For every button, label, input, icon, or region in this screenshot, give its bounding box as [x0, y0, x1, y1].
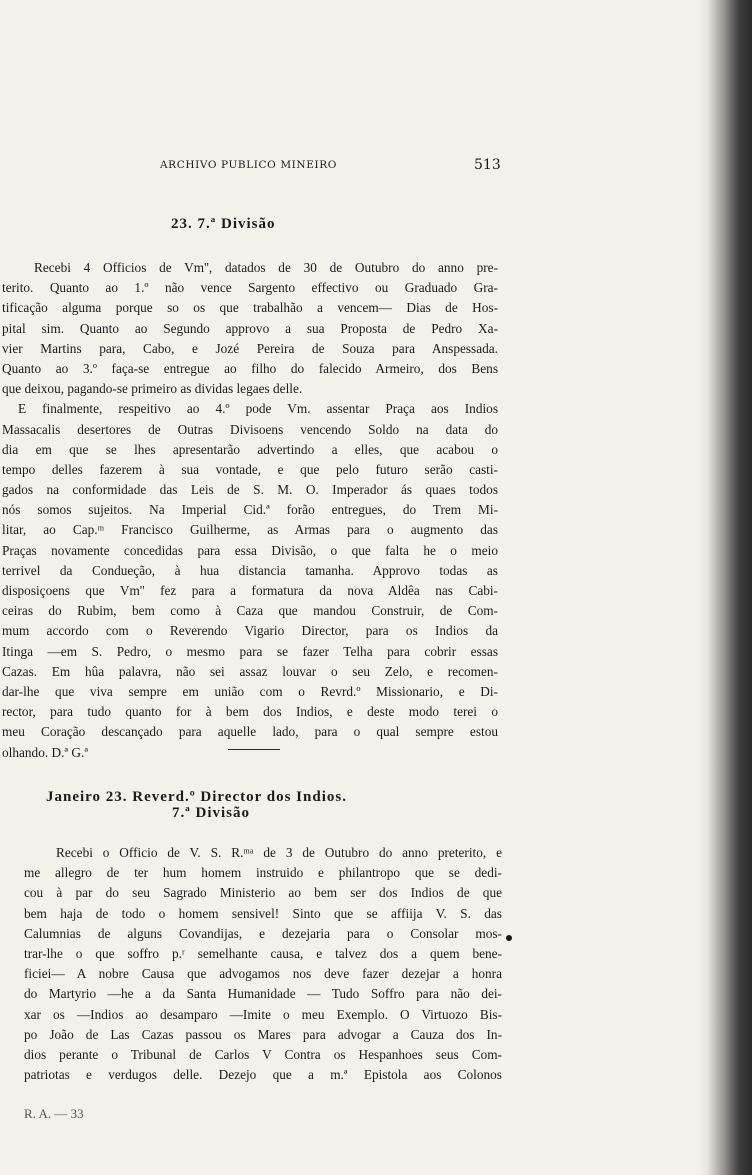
body-line: Recebi 4 Officios de Vm'', datados de 30 de Outubro do anno pre- [34, 260, 498, 275]
body-line: tempo delles fazerem à sua vontade, e que pelo futuro serão casti- [2, 461, 498, 477]
body-line: tificação alguma porque so os que trabalhão a vencem— Dias de Hos- [2, 300, 498, 316]
section2-subheading: 7.ª Divisão [172, 805, 251, 821]
section-divider [228, 749, 280, 750]
body-line: rector, para tudo quanto for à bem dos Indios, e deste modo terei o [2, 704, 498, 720]
body-line: xar os —Indios ao desamparo —Imite o meu Exemplo. O Virtuozo Bis- [24, 1006, 502, 1022]
body-line: dar-lhe que viva sempre em união com o Revrd.º Missionario, e Di- [2, 683, 498, 699]
body-line: Itinga —em S. Pedro, o mesmo para se fazer Telha para cobrir essas [2, 643, 498, 659]
body-line: ceiras do Rubim, bem como à Caza que mandou Construir, de Com- [2, 603, 498, 619]
body-line: trar-lhe o que soffro p.ʳ semelhante causa, e talvez dos a quem bene- [24, 945, 502, 961]
body-line: Quanto ao 3.º faça-se entregue ao filho do falecido Armeiro, dos Bens [2, 360, 498, 376]
body-line: vier Martins para, Cabo, e Jozé Pereira de Souza para Anspessada. [2, 340, 498, 356]
body-line: litar, ao Cap.ᵐ Francisco Guilherme, as Armas para o augmento das [2, 522, 498, 538]
body-line: dios perante o Tribunal de Carlos V Contra os Hespanhoes seus Com- [24, 1046, 502, 1062]
body-line: Cazas. Em hûa palavra, não sei assaz louvar o seu Zelo, e recomen- [2, 663, 498, 679]
body-line: ficiei— A nobre Causa que advogamos nos deve fazer dezejar a honra [24, 966, 502, 982]
body-line: Calumnias de alguns Covandijas, e dezejaria para o Consolar mos- [24, 925, 502, 941]
body-line: terrivel da Condueção, à hua distancia tamanha. Approvo todas as [2, 562, 498, 578]
signature-mark: R. A. — 33 [24, 1106, 84, 1121]
section1-heading: 23. 7.ª Divisão [171, 216, 276, 232]
running-title: ARCHIVO PUBLICO MINEIRO [160, 159, 337, 171]
body-line: nós somos sujeitos. Na Imperial Cid.ª forão entregues, do Trem Mi- [2, 502, 498, 518]
body-line: cou à par do seu Sagrado Ministerio ao bem ser dos Indios de que [24, 885, 502, 901]
body-line: Massacalis desertores de Outras Divisoens vencendo Soldo na data do [2, 421, 498, 437]
body-line: Praças novamente concedidas para essa Divisão, o que falta he o meio [2, 542, 498, 558]
body-line: bem haja de todo o homem sensivel! Sinto que se affiija V. S. das [24, 905, 502, 921]
body-line: dia em que se lhes apresentarão advertindo a elles, que acabou o [2, 441, 498, 457]
body-line: patriotas e verdugos delle. Dezejo que a m.ª Epistola aos Colonos [24, 1067, 502, 1083]
section2-body [24, 843, 502, 1085]
body-line: meu Coração descançado para aquelle lado, para o qual sempre estou [2, 724, 498, 740]
page-number: 513 [474, 157, 501, 173]
body-line: do Martyrio —he a da Santa Humanidade — Tudo Soffro para não dei- [24, 986, 502, 1002]
body-line: mum accordo com o Reverendo Vigario Director, para os Indios da [2, 623, 498, 639]
body-line: olhando. D.ª G.ª [2, 744, 89, 760]
body-line: terito. Quanto ao 1.º não vence Sargento effectivo ou Graduado Gra- [2, 280, 498, 296]
body-line: que deixou, pagando-se primeiro as dividas legaes delle. [2, 381, 303, 397]
book-spine [708, 0, 752, 1175]
section2-heading: Janeiro 23. Reverd.º Director dos Indios. [46, 789, 347, 805]
body-line: E finalmente, respeitivo ao 4.º pode Vm. assentar Praça aos Indios [18, 401, 498, 417]
margin-dot [506, 935, 512, 941]
body-line: po João de Las Cazas passou os Mares para advogar a Cauza dos In- [24, 1026, 502, 1042]
running-head [0, 159, 500, 179]
page-edge-shadow [700, 0, 708, 1175]
body-line: disposiçoens que Vm'' fez para a formatura da nova Aldêa nas Cabi- [2, 583, 498, 598]
body-line: pital sim. Quanto ao Segundo approvo a sua Proposta de Pedro Xa- [2, 320, 498, 336]
body-line: me allegro de ter hum homem instruido e philantropo que se dedi- [24, 865, 502, 881]
section1-body [2, 258, 498, 763]
body-line: gados na conformidade das Leis de S. M. O. Imperador ás quaes todos [2, 482, 498, 498]
body-line: Recebi o Officio de V. S. R.ᵐᵃ de 3 de Outubro do anno preterito, e [56, 845, 502, 860]
